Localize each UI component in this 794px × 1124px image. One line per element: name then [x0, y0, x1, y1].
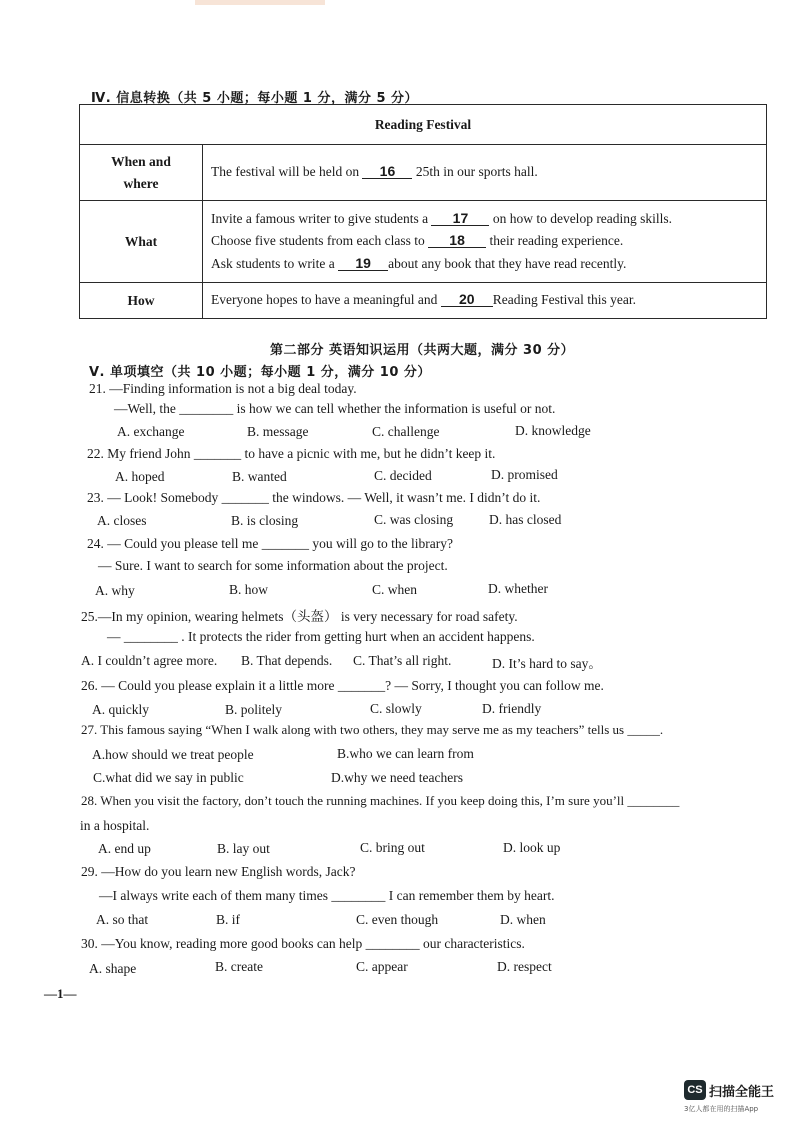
option-25-b: B. That depends.	[241, 653, 333, 668]
option-27-a: A.how should we treat people	[92, 747, 254, 762]
option-28-c: C. bring out	[360, 840, 425, 855]
scanner-logo	[684, 1080, 774, 1100]
question-22-stem: 22. My friend John _______ to have a picnic with me, but he didn’t keep it.	[87, 446, 496, 461]
option-30-a: A. shape	[89, 961, 137, 976]
option-22-d: D. promised	[491, 467, 558, 482]
question-27-stem: 27. This famous saying “When I walk along with two others, they may serve me as my teachers” tells us _____.	[81, 722, 664, 737]
question-26-stem: 26. — Could you please explain it a little more _______? — Sorry, I thought you can follow me.	[81, 678, 604, 693]
table-line: Ask students to write a 19 about any book that they have read recently.	[211, 254, 627, 271]
question-29-reply: —I always write each of them many times ________ I can remember them by heart.	[99, 888, 555, 903]
scan-smudge	[195, 0, 325, 5]
option-30-b: B. create	[215, 959, 263, 974]
option-23-a: A. closes	[97, 513, 147, 528]
option-21-d: D. knowledge	[515, 423, 591, 438]
option-25-c: C. That’s all right.	[353, 653, 452, 668]
option-24-b: B. how	[229, 582, 269, 597]
question-29-stem: 29. —How do you learn new English words, Jack?	[81, 864, 356, 879]
row-content-how	[203, 283, 767, 319]
row-label-how: How	[80, 283, 203, 319]
option-21-b: B. message	[247, 424, 309, 439]
row-content-when-where	[203, 145, 767, 201]
option-29-a: A. so that	[96, 912, 149, 927]
section-5-heading: Ⅴ. 单项填空（共 10 小题；每小题 1 分，满分 10 分）	[89, 365, 431, 380]
answer-blank-17: 17	[431, 211, 489, 226]
option-22-c: C. decided	[374, 468, 432, 483]
section-4-heading: Ⅳ. 信息转换（共 5 小题；每小题 1 分，满分 5 分）	[91, 91, 419, 106]
scanner-logo-subtitle: 3亿人都在用的扫描App	[684, 1105, 759, 1113]
option-29-c: C. even though	[356, 912, 439, 927]
table-title: Reading Festival	[80, 105, 767, 145]
part-2-heading: 第二部分 英语知识运用（共两大题，满分 30 分）	[270, 343, 575, 358]
option-24-a: A. why	[95, 583, 135, 598]
question-25-reply: — ________ . It protects the rider from getting hurt when an accident happens.	[107, 629, 535, 644]
option-25-d: D. It’s hard to say。	[492, 656, 602, 671]
answer-blank-19: 19	[338, 256, 388, 271]
table-line: Everyone hopes to have a meaningful and 20 Reading Festival this year.	[211, 291, 637, 308]
question-30-stem: 30. —You know, reading more good books can help ________ our characteristics.	[81, 936, 525, 951]
option-28-d: D. look up	[503, 840, 561, 855]
question-28-stem-cont: in a hospital.	[80, 818, 150, 833]
question-21-stem: 21. —Finding information is not a big deal today.	[89, 381, 357, 396]
option-26-d: D. friendly	[482, 701, 542, 716]
option-23-c: C. was closing	[374, 512, 454, 527]
row-label-when-where: When and where	[80, 145, 203, 201]
table-line: Invite a famous writer to give students a 17 on how to develop reading skills.	[211, 209, 673, 226]
answer-blank-16: 16	[362, 164, 412, 179]
table-line: The festival will be held on 16 25th in our sports hall.	[211, 163, 538, 180]
option-29-d: D. when	[500, 912, 546, 927]
row-label-what: What	[80, 201, 203, 283]
option-27-b: B.who we can learn from	[337, 746, 474, 761]
option-21-c: C. challenge	[372, 424, 440, 439]
question-28-stem: 28. When you visit the factory, don’t touch the running machines. If you keep doing this, I’m sure you’ll ________	[81, 793, 680, 808]
option-29-b: B. if	[216, 912, 241, 927]
option-26-a: A. quickly	[92, 702, 149, 717]
option-26-b: B. politely	[225, 702, 282, 717]
row-content-what	[203, 201, 767, 283]
option-27-d: D.why we need teachers	[331, 770, 463, 785]
option-23-d: D. has closed	[489, 512, 562, 527]
page-number: —1—	[44, 986, 77, 1001]
scanner-logo-icon: CS	[684, 1080, 706, 1100]
option-25-a: A. I couldn’t agree more.	[81, 653, 218, 668]
option-24-c: C. when	[372, 582, 417, 597]
option-23-b: B. is closing	[231, 513, 299, 528]
option-26-c: C. slowly	[370, 701, 422, 716]
scanner-logo-text: 扫描全能王	[709, 1084, 775, 1100]
question-24-stem: 24. — Could you please tell me _______ you will go to the library?	[87, 536, 453, 551]
option-27-c: C.what did we say in public	[93, 770, 244, 785]
option-28-a: A. end up	[98, 841, 151, 856]
question-25-stem: 25.—In my opinion, wearing helmets（头盔） is very necessary for road safety.	[81, 609, 518, 624]
option-28-b: B. lay out	[217, 841, 270, 856]
option-22-a: A. hoped	[115, 469, 165, 484]
question-21-reply: —Well, the ________ is how we can tell whether the information is useful or not.	[114, 401, 556, 416]
option-22-b: B. wanted	[232, 469, 287, 484]
option-30-c: C. appear	[356, 959, 408, 974]
reading-festival-table	[79, 104, 767, 319]
option-24-d: D. whether	[488, 581, 548, 596]
question-24-reply: — Sure. I want to search for some information about the project.	[98, 558, 448, 573]
answer-blank-20: 20	[441, 292, 493, 307]
table-line: Choose five students from each class to 18 their reading experience.	[211, 232, 624, 249]
question-23-stem: 23. — Look! Somebody _______ the windows. — Well, it wasn’t me. I didn’t do it.	[87, 490, 541, 505]
answer-blank-18: 18	[428, 233, 486, 248]
option-21-a: A. exchange	[117, 424, 185, 439]
option-30-d: D. respect	[497, 959, 552, 974]
